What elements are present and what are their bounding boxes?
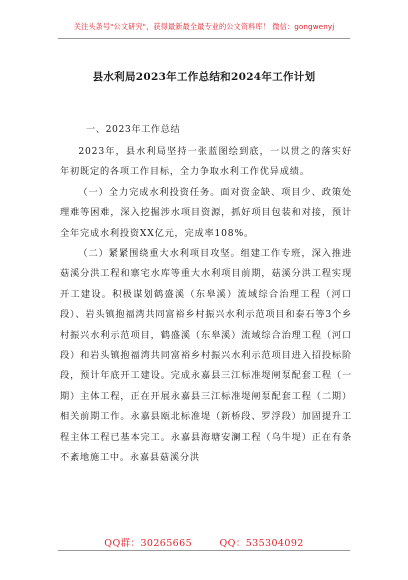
qq-group: QQ群：30265665 bbox=[104, 538, 193, 549]
paragraph-3: （二）紧紧围绕重大水利项目攻坚。组建工作专班，深入推进菇溪分洪工程和寨宅水库等重大水利项目前期，菇溪分洪工程实现开工建设。积极谋划鹤盛溪（东皋溪）流域综合治理工程（河口段）、岩头镇抱福湾共同富裕乡村振兴水利示范项目和泰石等3个乡村振兴水利示范项目，鹤盛溪（东皋溪）流域综合治理工程（河口段）和岩头镇抱福湾共同富裕乡村振兴水利示范项目进入招投标阶段，预计年底开工建设。完成永嘉县三江标准堤闸泵配套工程（一期）主体工程，正在开展永嘉县三江标准堤闸泵配套工程（二期）相关前期工作。永嘉县瓯北标准堤（新桥段、罗浮段）加固提升工程主体工程已基本完工。永嘉县海塘安澜工程（乌牛堤）正在有条不紊地施工中。永嘉县菇溪分洪 bbox=[60, 248, 352, 464]
header-banner: 关注头条号"公文研究"，获得最新最全最专业的公文资料库！ 微信：gongwenyj bbox=[73, 22, 335, 31]
header-rule bbox=[58, 38, 350, 39]
footer-contact bbox=[0, 535, 408, 549]
paragraph-1: 2023年，县水利局坚持一张蓝图绘到底，一以贯之的落实好年初既定的各项工作目标，全力争取水利工作优异成绩。 bbox=[60, 146, 352, 178]
qq-number: QQ：535304092 bbox=[219, 538, 304, 549]
document-title: 县水利局2023年工作总结和2024年工作计划 bbox=[92, 71, 316, 83]
paragraph-2: （一）全力完成水利投资任务。面对资金缺、项目少、政策处理难等困难，深入挖掘涉水项目资源，抓好项目包装和对接，预计全年完成水利投资XX亿元，完成率108%。 bbox=[60, 186, 352, 239]
section-heading: 一、2023年工作总结 bbox=[86, 124, 181, 135]
document-body bbox=[60, 142, 352, 469]
footer-rule bbox=[58, 550, 350, 551]
